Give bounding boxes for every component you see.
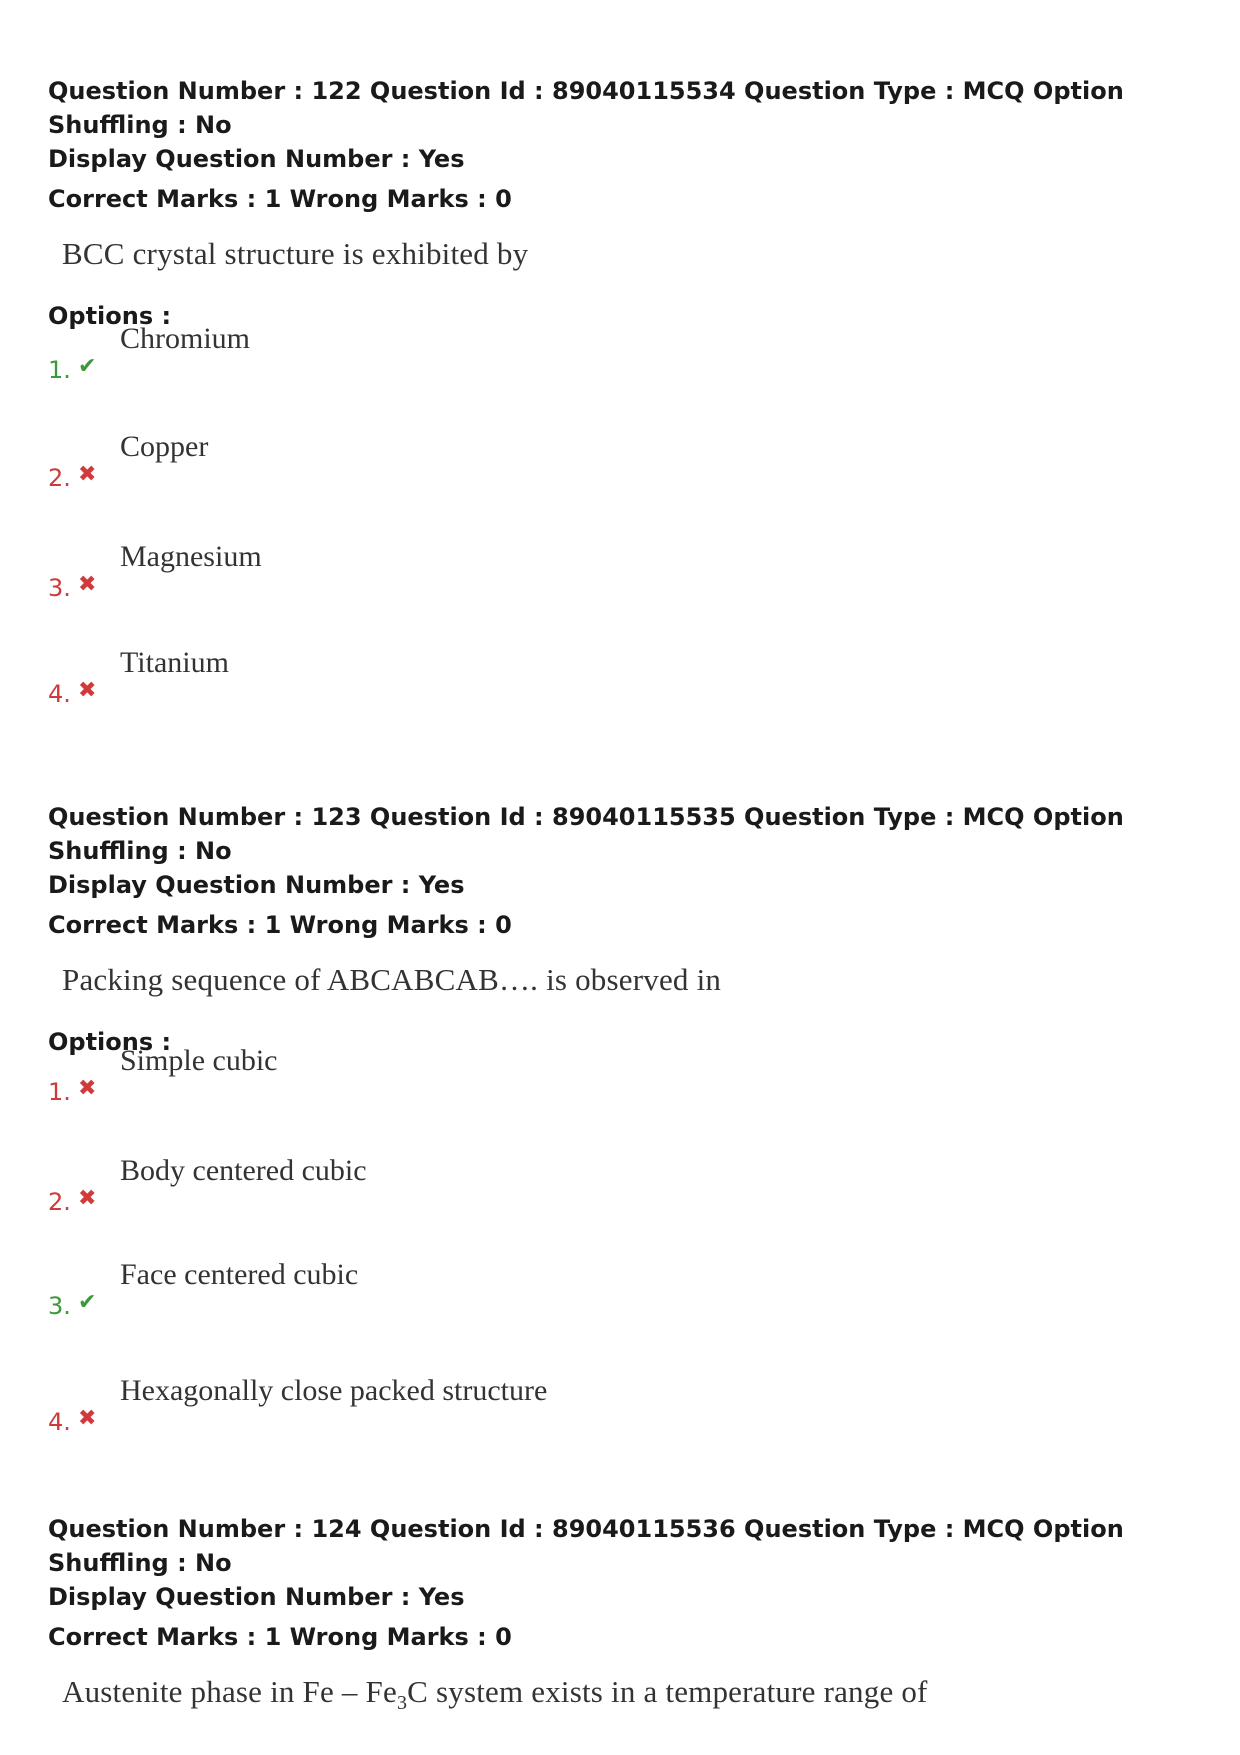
option-number: 1. (48, 356, 71, 384)
question-123 (48, 800, 1208, 1056)
question-text (62, 1674, 1208, 1715)
option-text: Face centered cubic (120, 1258, 359, 1291)
option-number: 4. (48, 1408, 71, 1436)
question-text: BCC crystal structure is exhibited by (62, 236, 529, 271)
option-3 (48, 540, 948, 600)
option-number: 3. (48, 1292, 71, 1320)
option-text: Body centered cubic (120, 1154, 367, 1187)
question-text-part: C system exists in a temperature range of (407, 1674, 928, 1709)
option-number: 2. (48, 464, 71, 492)
display-question-number: Display Question Number : Yes (48, 145, 465, 173)
cross-icon: ✖ (78, 1076, 97, 1101)
cross-icon: ✖ (78, 572, 97, 597)
option-2 (48, 430, 948, 490)
options-label: Options : (48, 302, 172, 330)
marks-line: Correct Marks : 1 Wrong Marks : 0 (48, 185, 512, 213)
display-question-number: Display Question Number : Yes (48, 871, 465, 899)
option-text: Magnesium (120, 540, 262, 573)
subscript-3: 3 (396, 1692, 408, 1715)
question-text-part: Austenite phase in Fe – Fe (62, 1674, 397, 1709)
option-text: Chromium (120, 322, 251, 355)
display-question-number: Display Question Number : Yes (48, 1583, 465, 1611)
option-number: 2. (48, 1188, 71, 1216)
question-header: Question Number : 124 Question Id : 89040115536 Question Type : MCQ Option Shuffling : No (48, 1515, 1124, 1577)
question-124 (48, 1512, 1208, 1715)
question-text: Packing sequence of ABCABCAB…. is observed in (62, 962, 722, 997)
options-label: Options : (48, 1028, 172, 1056)
marks-line: Correct Marks : 1 Wrong Marks : 0 (48, 911, 512, 939)
cross-icon: ✖ (78, 1406, 97, 1431)
option-number: 4. (48, 680, 71, 708)
option-1 (48, 1044, 948, 1104)
option-4 (48, 646, 948, 706)
option-number: 3. (48, 574, 71, 602)
option-text: Simple cubic (120, 1044, 278, 1077)
option-text: Titanium (120, 646, 229, 679)
option-3 (48, 1258, 948, 1318)
cross-icon: ✖ (78, 462, 97, 487)
marks-line: Correct Marks : 1 Wrong Marks : 0 (48, 1623, 512, 1651)
option-text: Copper (120, 430, 209, 463)
question-header: Question Number : 122 Question Id : 89040115534 Question Type : MCQ Option Shuffling : No (48, 77, 1124, 139)
options-list-123 (48, 1044, 1208, 1444)
options-list-122 (48, 322, 1208, 722)
option-2 (48, 1154, 948, 1214)
option-number: 1. (48, 1078, 71, 1106)
option-text: Hexagonally close packed structure (120, 1374, 548, 1407)
cross-icon: ✖ (78, 1186, 97, 1211)
question-header: Question Number : 123 Question Id : 89040115535 Question Type : MCQ Option Shuffling : No (48, 803, 1124, 865)
option-1 (48, 322, 948, 382)
cross-icon: ✖ (78, 678, 97, 703)
check-icon: ✔ (78, 1290, 97, 1315)
check-icon: ✔ (78, 354, 97, 379)
option-4 (48, 1374, 948, 1434)
question-122 (48, 74, 1208, 330)
